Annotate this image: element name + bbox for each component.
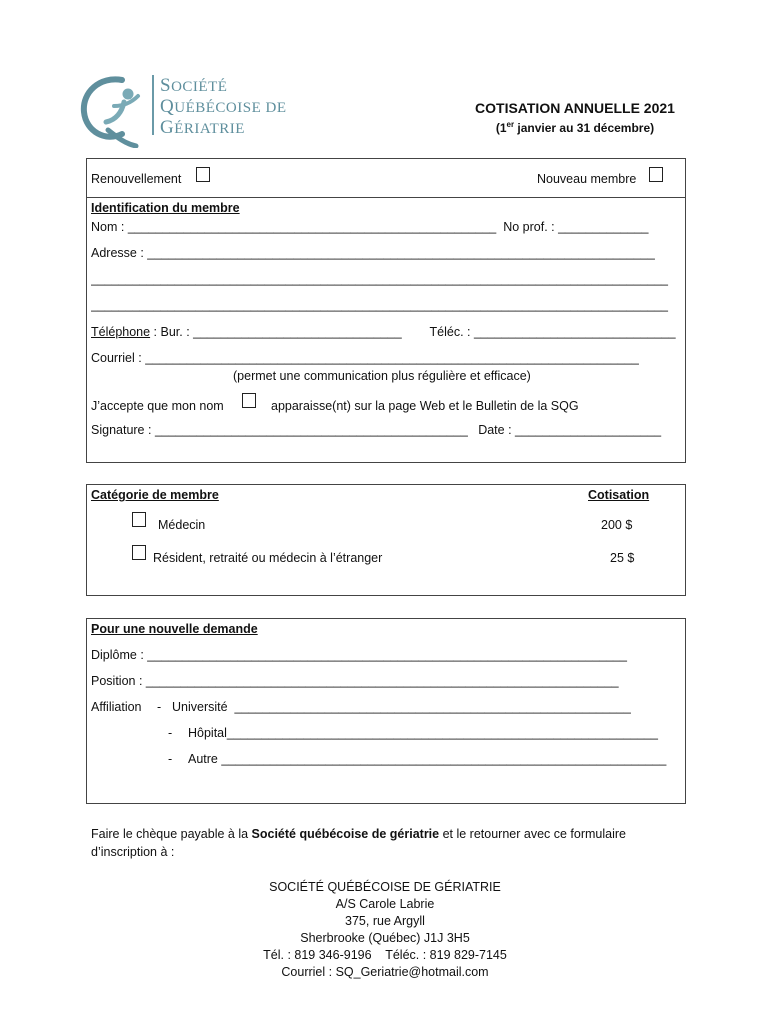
diplome-field[interactable]: _____________________________________________________________________ <box>147 648 627 662</box>
telec-field[interactable]: _____________________________ <box>473 325 676 339</box>
hopital-dash: - <box>168 726 173 740</box>
category-heading: Catégorie de membre <box>91 488 219 502</box>
hopital-row: Hôpital______________________________________________________________ <box>188 726 658 740</box>
adresse-line-2[interactable]: ___________________________________________________________________________________ <box>91 272 669 286</box>
autre-row: Autre ________________________________________________________________ <box>188 752 667 766</box>
position-row: Position : ____________________________________________________________________ <box>91 674 619 688</box>
category-medecin-amount: 200 $ <box>601 518 633 532</box>
instructions-line-2: d’inscription à : <box>91 845 175 859</box>
courriel-field[interactable]: _______________________________________________________________________ <box>145 351 639 365</box>
address-city: Sherbrooke (Québec) J1J 3H5 <box>300 931 470 945</box>
telephone-bur-field[interactable]: ______________________________ <box>193 325 402 339</box>
category-resident-label: Résident, retraité ou médecin à l’étranger <box>153 551 383 565</box>
cotisation-heading: Cotisation <box>588 488 650 502</box>
category-resident-checkbox[interactable] <box>132 545 146 560</box>
address-attn: A/S Carole Labrie <box>335 897 435 911</box>
accept-text-post: apparaisse(nt) sur la page Web et le Bulletin de la SQG <box>271 399 579 413</box>
address-street: 375, rue Argyll <box>345 914 425 928</box>
identification-heading: Identification du membre <box>91 201 240 215</box>
logo-mark <box>78 72 150 148</box>
new-request-heading: Pour une nouvelle demande <box>91 622 258 636</box>
no-prof-field[interactable]: _____________ <box>558 220 649 234</box>
universite-dash: - <box>157 700 162 714</box>
date-field[interactable]: _____________________ <box>515 423 662 437</box>
position-field[interactable]: ____________________________________________________________________ <box>145 674 619 688</box>
logo-wordmark: SOCIÉTÉ QUÉBÉCOISE DE GÉRIATRIE <box>160 75 287 138</box>
instructions-line-1: Faire le chèque payable à la Société québécoise de gériatrie et le retourner avec ce formulaire <box>91 827 626 841</box>
address-email: Courriel : SQ_Geriatrie@hotmail.com <box>281 965 489 979</box>
nom-row: Nom : _____________________________________________________ No prof. : _____________ <box>91 220 649 234</box>
adresse-field[interactable]: _________________________________________________________________________ <box>147 246 655 260</box>
affiliation-label: Affiliation <box>91 700 142 714</box>
autre-field[interactable]: ________________________________________________________________ <box>221 752 667 766</box>
document-title: COTISATION ANNUELLE 2021 <box>475 100 675 116</box>
universite-row: Université _________________________________________________________ <box>172 700 631 714</box>
universite-field[interactable]: _________________________________________________________ <box>234 700 631 714</box>
courriel-row: Courriel : _______________________________________________________________________ <box>91 351 639 365</box>
signature-row: Signature : _____________________________________________ Date : _____________________ <box>91 423 662 437</box>
new-member-label: Nouveau membre <box>537 172 637 186</box>
category-resident-amount: 25 $ <box>610 551 635 565</box>
adresse-row: Adresse : _________________________________________________________________________ <box>91 246 655 260</box>
accept-text-pre: J’accepte que mon nom <box>91 399 224 413</box>
courriel-note: (permet une communication plus régulière et efficace) <box>233 369 531 383</box>
telephone-row: Téléphone : Bur. : ______________________________ Téléc. : _____________________________ <box>91 325 676 339</box>
category-medecin-checkbox[interactable] <box>132 512 146 527</box>
signature-field[interactable]: _____________________________________________ <box>154 423 468 437</box>
accept-name-checkbox[interactable] <box>242 393 256 408</box>
address-phones: Tél. : 819 346-9196 Téléc. : 819 829-7145 <box>263 948 507 962</box>
renewal-label: Renouvellement <box>91 172 182 186</box>
new-member-checkbox[interactable] <box>649 167 663 182</box>
document-subtitle: (1er janvier au 31 décembre) <box>495 120 655 135</box>
nom-field[interactable]: _____________________________________________________ <box>127 220 497 234</box>
logo-divider <box>152 75 154 135</box>
diplome-row: Diplôme : _____________________________________________________________________ <box>91 648 627 662</box>
category-medecin-label: Médecin <box>158 518 206 532</box>
address-org: SOCIÉTÉ QUÉBÉCOISE DE GÉRIATRIE <box>269 880 501 894</box>
adresse-line-3[interactable]: ___________________________________________________________________________________ <box>91 298 669 312</box>
autre-dash: - <box>168 752 173 766</box>
renewal-checkbox[interactable] <box>196 167 210 182</box>
hopital-field[interactable]: ______________________________________________________________ <box>226 726 658 740</box>
